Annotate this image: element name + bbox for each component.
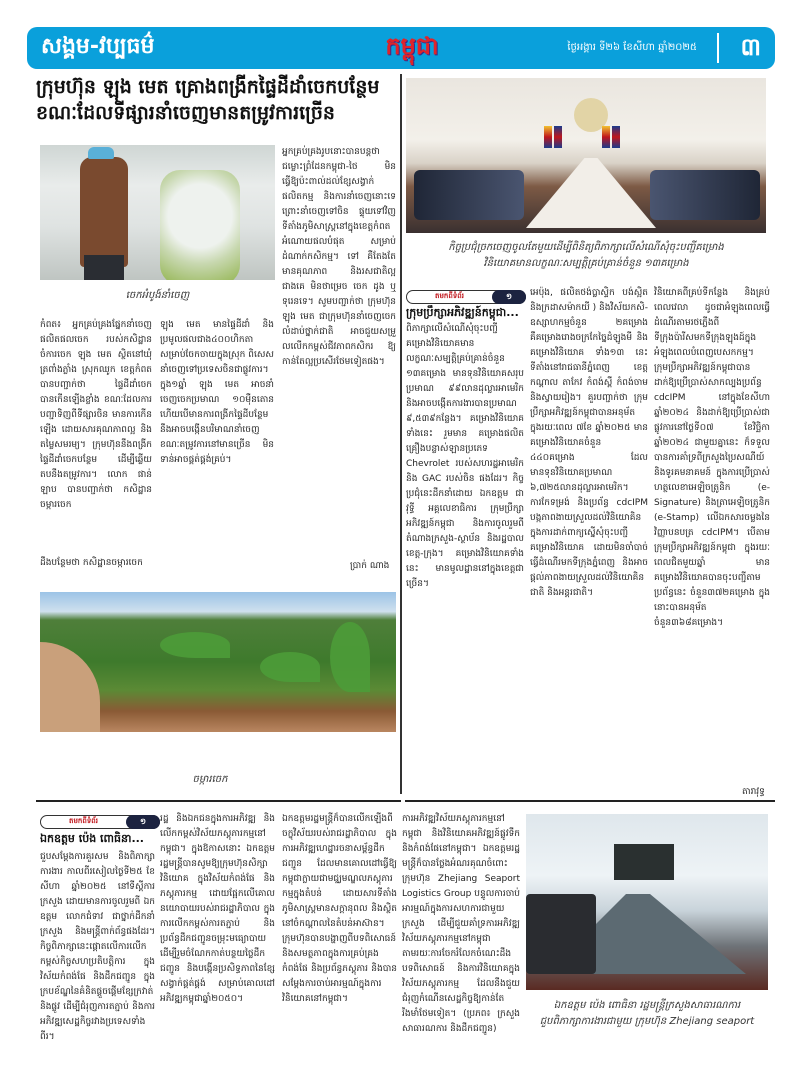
leaf-shape xyxy=(260,652,320,682)
cdc-col-2: អេប៉ុង, ផលិតថង់ប្លាស្ទិក បង់ស្អិត និងក្រដាសម៉ាកយី ) និងវិស័យកសិ-ឧស្សាហកម្មចំនួន ២គម្រោង គឺគម្រោងរោងចក្រកែច្នៃដំឡូងមី និងគម្រោងវិនិយោគ ទាំង១៣ នេះ ទីតាំងនៅរាជធានីភ្នំពេញ ខេត្តកណ្ដាល តាកែវ កំពង់ស្ពឺ កំពង់ចាម និងស្វាយរៀង។ គួរបញ្ជាក់ថា ក្រុមប្រឹក្សាអភិវឌ្ឍន៍កម្ពុជាបានអនុម័តក្នុងរយៈពេល ៧ខែ ឆ្នាំ២០២៥ មានគម្រោងវិនិយោគចំនួន ៤៤០គម្រោង ដែលមានទុនវិនិយោគប្រមាណ ៦,៧២៥លានដុល្លារអាមេរិក។ ការកែទម្រង់ និងប្រព័ន្ធ cdcIPM បង្កភាពងាយស្រួលដល់វិនិយោគិន ក្នុងការដាក់ពាក្យស្នើសុំចុះបញ្ជីគម្រោងវិនិយោគ ដោយមិនចាំបាច់ធ្វើដំណើរមកទីក្រុងភ្នំពេញ និងអាចផ្ដល់ភាពងាយស្រួលដល់វិនិយោគិនជាតិ និងអន្តរជាតិ។ xyxy=(530,288,648,598)
continued-from-badge xyxy=(406,290,526,304)
presentation-screen xyxy=(614,844,674,880)
newspaper-logo: កម្ពុជា xyxy=(385,31,439,60)
bottom-col-1: ជួបសម្ដែងការគួរសម និងពិភាក្សាការងារ កាលពីរសៀលថ្ងៃទី២៥ ខែសីហា ឆ្នាំ២០២៥ នៅទីស្ដីការក្រសួង ដោយមានការចូលរួមពី ឯកឧត្តម លោកជំទាវ ជាថ្នាក់ដឹកនាំក្រសួង និងមន្ត្រីពាក់ព័ន្ធផងដែរ។ កិច្ចពិភាក្សានេះផ្ដោតលើការលើកកម្ពស់កិច្ចសហប្រតិបត្តិការ ក្នុងវិស័យកំពង់ផែ និងដឹកជញ្ជូន ក្នុងក្របខ័ណ្ឌនៃគំនិតផ្ដួចផ្ដើមខ្សែក្រវាត់ និងផ្លូវ ដើម្បីជំរុញការតភ្ជាប់ និងការអភិវឌ្ឍសេដ្ឋកិច្ចរវាងប្រទេសទាំងពីរ។ xyxy=(40,852,155,1042)
main-article-byline: ប្រាក់ ណាង xyxy=(350,561,390,571)
cdc-byline: តារាវុទ្ធ xyxy=(742,787,765,797)
main-headline xyxy=(36,74,396,126)
banana-packing-photo xyxy=(40,145,275,280)
caption-line-2: វិនិយោគមានលក្ខណៈសម្បត្តិគ្រប់គ្រាន់ចំនួន ១៣គម្រោង xyxy=(483,258,689,269)
bottom-col-3: ឯកឧត្តមរដ្ឋមន្ត្រីក៏បានលើកឡើងពីចក្ខុវិស័យរបស់រាជរដ្ឋាភិបាល ក្នុងការអភិវឌ្ឍហេដ្ឋារចនាសម្ព័ន្ធដឹកជញ្ជូន ដែលមានគោលដៅធ្វើឱ្យកម្ពុជាក្លាយជាមជ្ឈមណ្ឌលភស្តុភារកម្មក្នុងតំបន់ ដោយសារទីតាំងភូមិសាស្ត្រមានសក្ដានុពល និងស្ថិតនៅចំកណ្ដាលនៃតំបន់អាស៊ាន។ ក្រុមហ៊ុនបានបង្ហាញពីបទពិសោធន៍ និងសមត្ថភាពក្នុងការគ្រប់គ្រងកំពង់ផែ និងប្រព័ន្ធភស្តុភារ និងបានសម្ដែងការចាប់អារម្មណ៍ក្នុងការវិនិយោគនៅកម្ពុជា។ xyxy=(282,814,397,1004)
photo-caption-packing: ចេកអំបូង៍នាំចេញ xyxy=(125,290,190,301)
delegates-left xyxy=(414,170,524,220)
headline-line-1: ក្រុមហ៊ុន ឡុង មេត គ្រោងពង្រីកផ្ទៃដីដាំចេកបន្ថែម xyxy=(36,76,380,98)
zhejiang-meeting-photo xyxy=(526,814,768,990)
main-article-col-1: កំពត៖ អ្នកគ្រប់គ្រងផ្នែកនាំចេញផលិតផលចេក របស់កសិដ្ឋានចំការចេក ឡុង មេត ស្ថិតនៅឃុំត្រពាំងភ្លាំង ស្រុកឈូក ខេត្តកំពត បានបញ្ជាក់ថា ផ្ទៃដីដាំចេក បានកើនឡើងខ្លាំង ខណៈដែលការបញ្ជាទិញពីទីផ្សារចិន មានការកើនឡើង ដោយសារគុណភាពល្អ និងតម្លៃសមរម្យ។ ក្រុមហ៊ុននឹងពង្រីកផ្ទៃដីដាំចេកបន្ថែម ដើម្បីឆ្លើយតបនឹងតម្រូវការ។ លោក ផាន់ ឡាប បានបញ្ជាក់ថា កសិដ្ឋានចម្ការចេក xyxy=(40,320,152,510)
cdc-col-1: ពិភាក្សាលើសំណើសុំចុះបញ្ជីគម្រោងវិនិយោគមានលក្ខណៈសម្បត្តិគ្រប់គ្រាន់ចំនួន ១៣គម្រោង មានទុនវិនិយោគសរុបប្រមាណ ៩៩លានដុល្លារអាមេរិក និងអាចបង្កើតការងារបានប្រមាណ ៩,៥៣៩កន្លែង។ គម្រោងវិនិយោគទាំងនេះ រួមមាន គម្រោងផលិតគ្រឿងបន្លាស់ឡានប្រភេទ Chevrolet របស់សហរដ្ឋអាមេរិក និង GAC របស់ចិន ផងដែរ។ កិច្ចប្រជុំនេះដឹកនាំដោយ ឯកឧត្តម ជា វុទ្ធី អគ្គលេខាធិការ ក្រុមប្រឹក្សាអភិវឌ្ឍន៍កម្ពុជា និងការចូលរួមពីតំណាងក្រសួង-ស្ថាប័ន និងរដ្ឋបាលខេត្ត-ក្រុង។ គម្រោងវិនិយោគទាំងនេះ មានមូលដ្ឋាននៅក្នុងខេត្តជាច្រើន។ xyxy=(406,324,524,589)
caption-line-2: ជួបពិភាក្សាការងារជាមួយ ក្រុមហ៊ុន Zhejiang seaport xyxy=(539,1016,755,1027)
bottom-col-4: ការអភិវឌ្ឍវិស័យភស្តុភារកម្មនៅកម្ពុជា និងវិនិយោគអភិវឌ្ឍន៍ផ្លូវទឹក និងកំពង់ផែនៅកម្ពុជា។ ឯកឧត្តមរដ្ឋមន្ត្រីក៏បានថ្លែងអំណរគុណចំពោះក្រុមហ៊ុន Zhejiang Seaport Logistics Group បន្ទូលការចាប់អារម្មណ៍ក្នុងការសហការជាមួយក្រសួង ដើម្បីជួយគាំទ្រការអភិវឌ្ឍវិស័យភស្តុភារកម្មនៅកម្ពុជា តាមរយៈការចែករំលែកចំណេះដឹង បទពិសោធន៍ និងការវិនិយោគក្នុងវិស័យភស្តុភារកម្ម ដែលនឹងជួយជំរុញកំណើនសេដ្ឋកិច្ចឱ្យកាន់តែរឹងមាំថែមទៀត។ (ប្រភព៖ ក្រសួងសាធារណការ និងដឹកជញ្ជូន) xyxy=(402,814,520,1034)
column-divider xyxy=(400,74,402,794)
page-header xyxy=(27,27,775,69)
caption-line-1: ឯកឧត្តម ប៉េង ពោធិនា រដ្ឋមន្ត្រីក្រសួងសាធារណការ xyxy=(553,1000,741,1011)
flag-right-2 xyxy=(612,126,620,148)
caption-line-1: កិច្ចប្រជុំច្រកចេញចូលតែមួយដើម្បីពិនិត្យពិភាក្សាលើសំណើសុំចុះបញ្ជីគម្រោង xyxy=(448,242,724,253)
delegates-right xyxy=(650,170,760,220)
continued-page: ១ xyxy=(126,815,160,829)
main-article-col-1-end: ដឹងបន្ថែមថា កសិដ្ឋានចម្ការចេក xyxy=(40,558,143,568)
issue-date: ថ្ងៃអង្គារ ទី២៦ ខែសីហា ឆ្នាំ២០២៥ xyxy=(567,42,697,53)
leaf-shape xyxy=(160,632,230,658)
continued-page: ១ xyxy=(492,290,526,304)
banana-plantation-photo xyxy=(40,592,396,732)
worker-legs xyxy=(84,255,124,280)
cdc-photo-caption xyxy=(406,240,766,272)
dirt-road xyxy=(40,642,100,732)
zhejiang-photo-caption xyxy=(526,998,768,1030)
continued-from-badge-bottom xyxy=(40,815,160,829)
header-divider xyxy=(717,33,719,63)
flag-right xyxy=(602,126,610,148)
conference-table xyxy=(526,158,656,228)
bottom-col-2: រដ្ឋ និងឯកជនក្នុងការអភិវឌ្ឍ និងលើកកម្ពស់វិស័យភស្តុភារកម្មនៅកម្ពុជា។ ក្នុងឱកាសនោះ ឯកឧត្តមរដ្ឋមន្ត្រីបានសូមឱ្យក្រុមហ៊ុនសិក្សាវិនិយោគ ក្នុងវិស័យកំពង់ផែ និងភស្តុភារកម្ម ដោយផ្អែកលើគោលនយោបាយរបស់រាជរដ្ឋាភិបាល ក្នុងការលើកកម្ពស់ការតភ្ជាប់ និងប្រព័ន្ធដឹកជញ្ជូនចម្រុះមធ្យោបាយ ដើម្បីរួមចំណែកកាត់បន្ថយថ្លៃដឹកជញ្ជូន និងបង្កើនប្រសិទ្ធភាពនៃខ្សែសង្វាក់ផ្គត់ផ្គង់ សម្រាប់គោលដៅអភិវឌ្ឍកម្ពុជាឆ្នាំ២០៥០។ xyxy=(160,814,275,1004)
section-divider-left xyxy=(36,800,401,802)
section-title: សង្គម-វប្បធម៌ xyxy=(41,34,155,59)
headline-line-2: ខណៈដែលទីផ្សារនាំចេញមានតម្រូវការច្រើន xyxy=(36,102,335,124)
section-divider-right xyxy=(405,800,775,802)
worker-cap xyxy=(88,147,114,159)
flag-left xyxy=(544,126,552,148)
continued-label: តមកពីទំព័រ xyxy=(435,292,464,300)
chairs xyxy=(526,894,596,974)
main-article-col-2: ឡុង មេត មានផ្ទៃដីដាំ និងប្រមូលផលជាង៤០០ហិកតា សម្រាប់ចែកចាយក្នុងស្រុក ពិសេសនាំចេញទៅប្រទេសចិនជាផ្លូវការ។ ក្នុង១ឆ្នាំ ឡុង មេត អាចនាំចេញចេកប្រមាណ ១០ម៉ឺនតោន ហើយបើមានការពង្រីកផ្ទៃដីបន្ថែម នឹងអាចបង្កើនបរិមាណនាំចេញ ខណៈតម្រូវការនៅមានច្រើន មិនទាន់អាចផ្គត់ផ្គង់គ្រប់។ xyxy=(160,320,274,465)
leaf-shape xyxy=(330,622,370,692)
page-number: ៣ xyxy=(740,33,761,61)
photo-caption-plantation: ចម្ការចេក xyxy=(192,774,228,785)
banana-bunch xyxy=(160,170,240,280)
main-article-col-3: អ្នកគ្រប់គ្រងរូបនោះបានបន្តថា ជម្លោះព្រំដែនកម្ពុជា-ថៃ មិនធ្វើឱ្យប៉ះពាល់ដល់ខ្សែសង្វាក់ផលិតកម្ម និងការនាំចេញនោះទេ ព្រោះនាំចេញទៅចិន ផ្ទុយទៅវិញទីតាំងភូមិសាស្ត្រនៅក្នុងខេត្តកំពត អំណោយផលបំផុត សម្រាប់ដំណាក់កសិកម្ម។ ទៅ គឺតែងតែមានគុណភាព និងរសជាតិល្អជាងគេ មិនថាម្រេច ចេក ដូង ឬទុរេនទេ។ សូមបញ្ជាក់ថា ក្រុមហ៊ុន ឡុង មេត ជាក្រុមហ៊ុននាំចេញចេកលំដាប់ថ្នាក់ជាតិ អាចជួយសម្រួលលើកកម្ពស់ជីវភាពកសិករ ឱ្យកាន់តែល្អប្រសើរថែមទៀតផង។ xyxy=(282,147,396,367)
worker-figure xyxy=(80,157,128,267)
cdc-meeting-photo xyxy=(406,78,766,233)
flag-left-2 xyxy=(554,126,562,148)
continued-label: តមកពីទំព័រ xyxy=(69,817,98,825)
cdc-teaser-title: ក្រុមប្រឹក្សាអភិវឌ្ឍន៍កម្ពុជា... xyxy=(406,306,519,319)
cdc-col-3: វិនិយោគពីគ្រប់ទីកន្លែង និងគ្រប់ពេលវេលា ដូចជាអំឡុងពេលធ្វើដំណើរតាមរថភ្លើងពីទីក្រុងប៉ារីសមកទីក្រុងឡុងដ៍ក្នុងអំឡុងពេលបំពេញបេសកកម្ម។ ក្រុមប្រឹក្សាអភិវឌ្ឍន៍កម្ពុជាបានដាក់ឱ្យប្រើប្រាស់សាកល្បងប្រព័ន្ធ cdcIPM នៅក្នុងខែសីហា ឆ្នាំ២០២៤ និងដាក់ឱ្យប្រើប្រាស់ជាផ្លូវការនៅថ្ងៃទី០៧ ខែវិច្ឆិកា ឆ្នាំ២០២៤ ជាមួយគ្នានេះ ក៏ទទួលបានការគាំទ្រពីក្រសួងប្រៃសណីយ៍ និងទូរគមនាគមន៍ ក្នុងការប្រើប្រាស់ហត្ថលេខាអេឡិចត្រូនិក (e-Signature) និងត្រាអេឡិចត្រូនិក (e-Stamp) លើឯកសារចម្លងនៃវិញ្ញាបនបត្រ cdcIPM។ បើតាមក្រុមប្រឹក្សាអភិវឌ្ឍន៍កម្ពុជា ក្នុងរយៈពេលជិតមួយឆ្នាំ មានគម្រោងវិនិយោគបានចុះបញ្ជីតាមប្រព័ន្ធនេះ ចំនួន៣៧២គម្រោង ក្នុងនោះបានអនុម័តចំនួន៣៦៨គម្រោង។ xyxy=(654,288,770,628)
bottom-teaser-title: ឯកឧត្តម ប៉េង ពោធិនា... xyxy=(40,832,144,845)
